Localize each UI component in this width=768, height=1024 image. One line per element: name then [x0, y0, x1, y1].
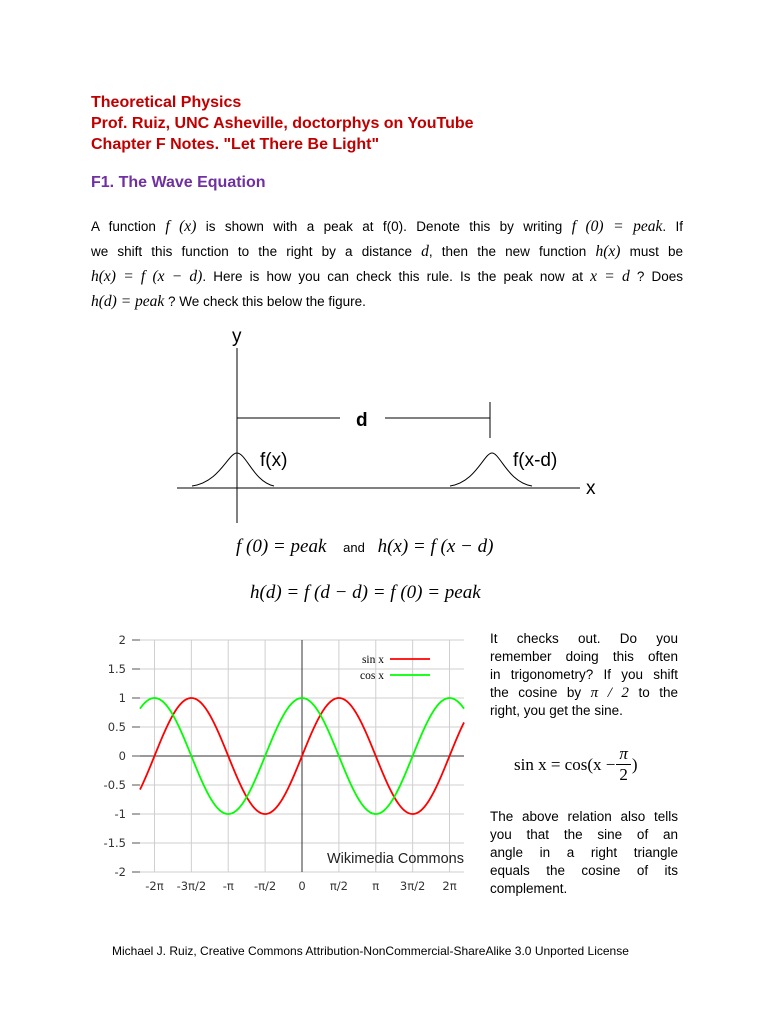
y-tick-label: 1.5 [107, 662, 126, 676]
y-tick-labels [104, 633, 126, 879]
intro-text: . If [662, 219, 683, 234]
section-heading: F1. The Wave Equation [91, 174, 266, 191]
equation-hx: h(x) = f (x − d) [377, 536, 494, 557]
side-line: remember doing this often [490, 649, 678, 664]
math-expression: h(x) [595, 243, 621, 260]
equation-line-1 [236, 536, 493, 558]
side-line: The above relation also tells [490, 809, 678, 824]
relation-fraction [616, 744, 631, 785]
intro-line [91, 214, 683, 239]
intro-text: A function [91, 219, 166, 234]
side-paragraph-1 [490, 630, 678, 720]
x-tick-label: 3π/2 [399, 879, 426, 893]
shift-diagram [150, 318, 620, 528]
y-tick-label: -1.5 [103, 836, 126, 850]
y-axis-label: y [232, 326, 242, 347]
side-line: complement. [490, 881, 568, 896]
distance-label: d [356, 410, 368, 431]
intro-text: ? Does [629, 269, 683, 284]
x-tick-label: 0 [298, 879, 306, 893]
intro-line [91, 264, 683, 289]
y-tick-label: -2 [114, 865, 126, 879]
intro-text: . Here is how you can check this rule. Is the peak now at [202, 269, 591, 284]
math-expression: x = d [590, 268, 630, 285]
intro-line [91, 289, 683, 314]
side-line: equals the cosine of its [490, 863, 678, 878]
relation-numerator: π [619, 744, 628, 763]
math-expression: f (0) = peak [571, 218, 663, 235]
side-line: in trigonometry? If you shift [490, 667, 678, 682]
side-line: you that the sine of an [490, 827, 678, 842]
math-expression: π / 2 [590, 685, 629, 701]
intro-text: , then the new function [428, 244, 596, 259]
x-tick-label: π/2 [329, 879, 348, 893]
y-tick-label: 0 [118, 749, 126, 763]
equation-f0: f (0) = peak [236, 536, 327, 557]
math-expression: f (x) [165, 218, 197, 235]
relation-left: sin x = cos(x − [514, 754, 616, 774]
chart-watermark: Wikimedia Commons [327, 851, 464, 867]
equation-and: and [343, 540, 365, 555]
document-header [91, 92, 474, 155]
pulse-original-label: f(x) [260, 450, 288, 471]
math-expression: h(x) = f (x − d) [91, 268, 203, 285]
sin-cos-chart [90, 628, 476, 900]
intro-text: we shift this function to the right by a distance [91, 244, 422, 259]
intro-text: must be [620, 244, 683, 259]
x-tick-label: -2π [145, 879, 164, 893]
intro-line [91, 239, 683, 264]
x-tick-label: π [372, 879, 380, 893]
x-tick-label: -π [222, 879, 234, 893]
license-footer: Michael J. Ruiz, Creative Commons Attribution-NonCommercial-ShareAlike 3.0 Unported License [112, 944, 629, 958]
intro-paragraph [91, 214, 683, 314]
pulse-shifted-label: f(x-d) [513, 450, 558, 471]
sine-cosine-relation [514, 744, 638, 785]
side-line: angle in a right triangle [490, 845, 678, 860]
x-tick-label: 2π [442, 879, 457, 893]
legend-label: cos x [360, 670, 384, 682]
equation-line-2 [250, 582, 481, 604]
math-expression: d [421, 243, 429, 260]
intro-text: is shown with a peak at f(0). Denote this by writing [196, 219, 572, 234]
relation-close: ) [631, 754, 638, 774]
y-tick-label: -0.5 [103, 778, 126, 792]
header-title: Theoretical Physics [91, 94, 242, 111]
chart-legend [360, 654, 430, 682]
side-line: It checks out. Do you [490, 631, 678, 646]
math-expression: h(d) = peak [91, 293, 165, 310]
x-tick-label: -π/2 [253, 879, 277, 893]
header-chapter: Chapter F Notes. "Let There Be Light" [91, 136, 380, 153]
side-text: the cosine by [490, 685, 591, 700]
x-tick-labels [145, 879, 456, 893]
legend-label: sin x [361, 654, 384, 666]
side-line [490, 684, 678, 702]
side-line: right, you get the sine. [490, 703, 623, 718]
intro-text: ? We check this below the figure. [164, 294, 366, 309]
x-axis-label: x [586, 478, 596, 499]
side-paragraph-2 [490, 808, 678, 898]
equation-hd: h(d) = f (d − d) = f (0) = peak [250, 582, 481, 603]
y-tick-label: 0.5 [107, 720, 126, 734]
header-author: Prof. Ruiz, UNC Asheville, doctorphys on YouTube [91, 115, 474, 132]
x-tick-label: -3π/2 [176, 879, 207, 893]
y-tick-label: 1 [118, 691, 126, 705]
relation-denominator: 2 [616, 764, 631, 785]
y-tick-label: -1 [114, 807, 126, 821]
y-tick-label: 2 [118, 633, 126, 647]
side-text: to the [628, 685, 678, 700]
